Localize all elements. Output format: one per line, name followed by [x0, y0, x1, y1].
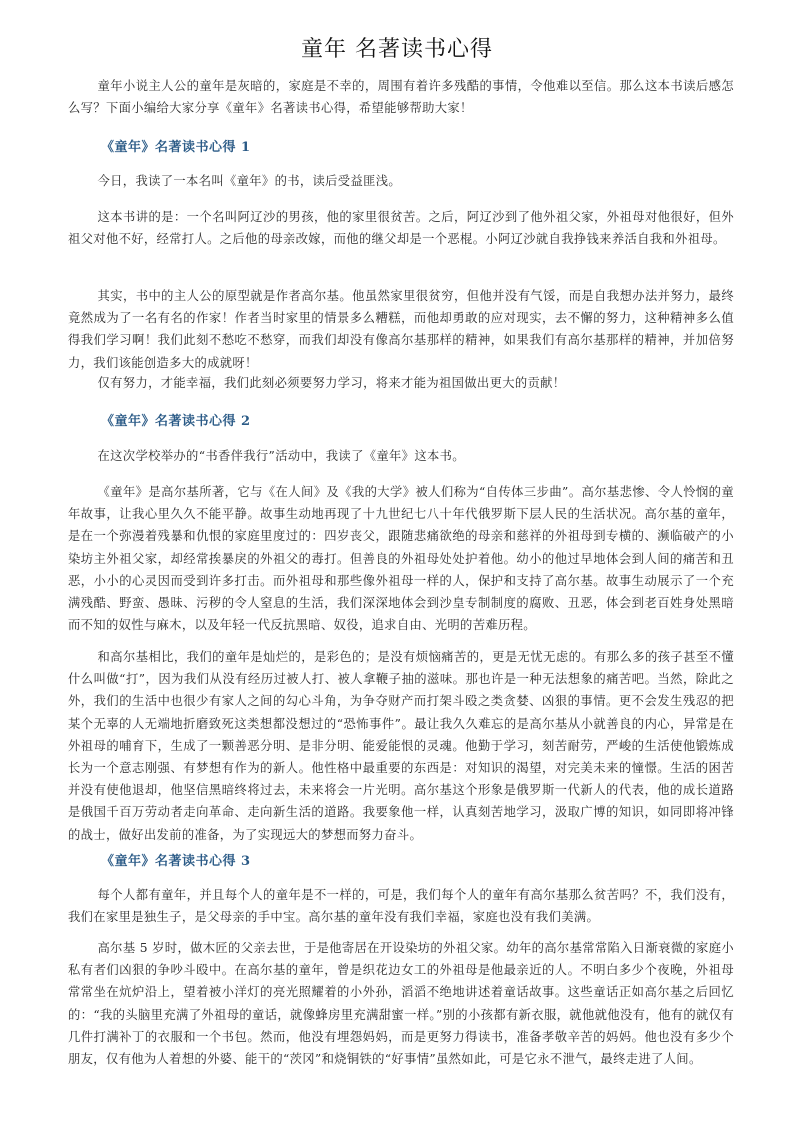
section-1-paragraph-3: 其实，书中的主人公的原型就是作者高尔基。他虽然家里很贫穷，但他并没有气馁，而是自我想办法并努力，最终竟然成为了一名有名的作家！作者当时家里的情景多么糟糕，而他却勇敢的应对现实，去不懈的努力，这种精神多么值得我们学习啊！我们此刻不愁吃不愁穿，而我们却没有像高尔基那样的精神，如果我们有高尔基那样的精神，并加倍努力，我们该能创造多大的成就呀！: [68, 289, 734, 370]
section-3-paragraph-1: 每个人都有童年，并且每个人的童年是不一样的，可是，我们每个人的童年有高尔基那么贫苦吗？不，我们没有，我们在家里是独生子，是父母亲的手中宝。高尔基的童年没有我们幸福，家庭也没有我们美满。: [68, 888, 734, 925]
section-heading-2: 《童年》名著读书心得 2: [101, 414, 251, 429]
section-2-paragraph-2: 《童年》是高尔基所著，它与《在人间》及《我的大学》被人们称为“自传体三步曲”。高尔基悲惨、令人怜悯的童年故事，让我心里久久不能平静。故事生动地再现了十九世纪七八十年代俄罗斯下层人民的生活状况。高尔基的童年，是在一个弥漫着残暴和仇恨的家庭里度过的：四岁丧父，跟随悲痛欲绝的母亲和慈祥的外祖母到专横的、濒临破产的小染坊主外祖父家，却经常挨暴戾的外祖父的毒打。但善良的外祖母处处护着他。幼小的他过早地体会到人间的痛苦和丑恶，小小的心灵因而受到许多打击。而外祖母和那些像外祖母一样的人，保护和支持了高尔基。故事生动展示了一个充满残酷、野蛮、愚昧、污秽的令人窒息的生活，我们深深地体会到沙皇专制制度的腐败、丑恶，体会到老百姓身处黑暗而不知的奴性与麻木，以及年轻一代反抗黑暗、奴役，追求自由、光明的苦难历程。: [68, 485, 734, 633]
section-1-paragraph-4: 仅有努力，才能幸福，我们此刻必须要努力学习，将来才能为祖国做出更大的贡献！: [97, 376, 566, 390]
section-heading-3: 《童年》名著读书心得 3: [101, 854, 251, 869]
section-2-paragraph-3: 和高尔基相比，我们的童年是灿烂的，是彩色的；是没有烦恼痛苦的，更是无忧无虑的。有那么多的孩子甚至不懂什么叫做“打”，因为我们从没有经历过被人打、被人拿鞭子抽的滋味。那也许是一种无法想象的痛苦吧。当然，除此之外，我们的生活中也很少有家人之间的勾心斗角，为争夺财产而打架斗殴之类贪婪、凶狠的事情。更不会发生残忍的把某个无辜的人无端地折磨致死这类想都没想过的“恐怖事件”。最让我久久难忘的是高尔基从小就善良的内心，异常是在外祖母的哺育下，生成了一颗善恶分明、是非分明、能爱能恨的灵魂。他勤于学习，刻苦耐劳，严峻的生活使他锻炼成长为一个意志刚强、有梦想有作为的新人。他性格中最重要的东西是：对知识的渴望，对完美未来的憧憬。生活的困苦并没有使他退却，他坚信黑暗终将过去，未来将会一片光明。高尔基这个形象是俄罗斯一代新人的代表，他的成长道路是俄国千百万劳动者走向革命、走向新生活的道路。我要象他一样，认真刻苦地学习，汲取广博的知识，如同即将冲锋的战士，做好出发前的准备，为了实现远大的梦想而努力奋斗。: [68, 650, 734, 842]
section-heading-1: 《童年》名著读书心得 1: [101, 140, 251, 155]
section-3-paragraph-2: 高尔基 5 岁时，做木匠的父亲去世，于是他寄居在开设染坊的外祖父家。幼年的高尔基常常陷入日渐衰微的家庭小私有者们凶狠的争吵斗殴中。在高尔基的童年，曾是织花边女工的外祖母是他最亲近的人。不明白多少个夜晚，外祖母常常坐在炕炉沿上，望着被小洋灯的亮光照耀着的小外孙，滔滔不绝地讲述着童话故事。这些童话正如高尔基之后回忆的：“我的头脑里充满了外祖母的童话，就像蜂房里充满甜蜜一样。”别的小孩都有新衣服，就他就他没有，他有的就仅有几件打满补丁的衣服和一个书包。然而，他没有埋怨妈妈，而是更努力得读书，准备孝敬辛苦的妈妈。他也没有多少个朋友，仅有他为人着想的外婆、能干的“茨冈”和烧铜铁的“好事情”虽然如此，可是它永不泄气，最终走进了人间。: [68, 941, 734, 1067]
page-title: 童年 名著读书心得: [301, 37, 493, 62]
section-2-paragraph-1: 在这次学校举办的“书香伴我行”活动中，我读了《童年》这本书。: [97, 449, 465, 463]
intro-paragraph: 童年小说主人公的童年是灰暗的，家庭是不幸的，周围有着许多残酷的事情，令他难以至信。那么这本书读后感怎么写？下面小编给大家分享《童年》名著读书心得，希望能够帮助大家！: [68, 79, 734, 116]
section-1-paragraph-2: 这本书讲的是：一个名叫阿辽沙的男孩，他的家里很贫苦。之后，阿辽沙到了他外祖父家，外祖母对他很好，但外祖父对他不好，经常打人。之后他的母亲改嫁，而他的继父却是一个恶棍。小阿辽沙就自我挣钱来养活自我和外祖母。: [68, 210, 734, 247]
section-1-paragraph-1: 今日，我读了一本名叫《童年》的书，读后受益匪浅。: [97, 174, 402, 188]
